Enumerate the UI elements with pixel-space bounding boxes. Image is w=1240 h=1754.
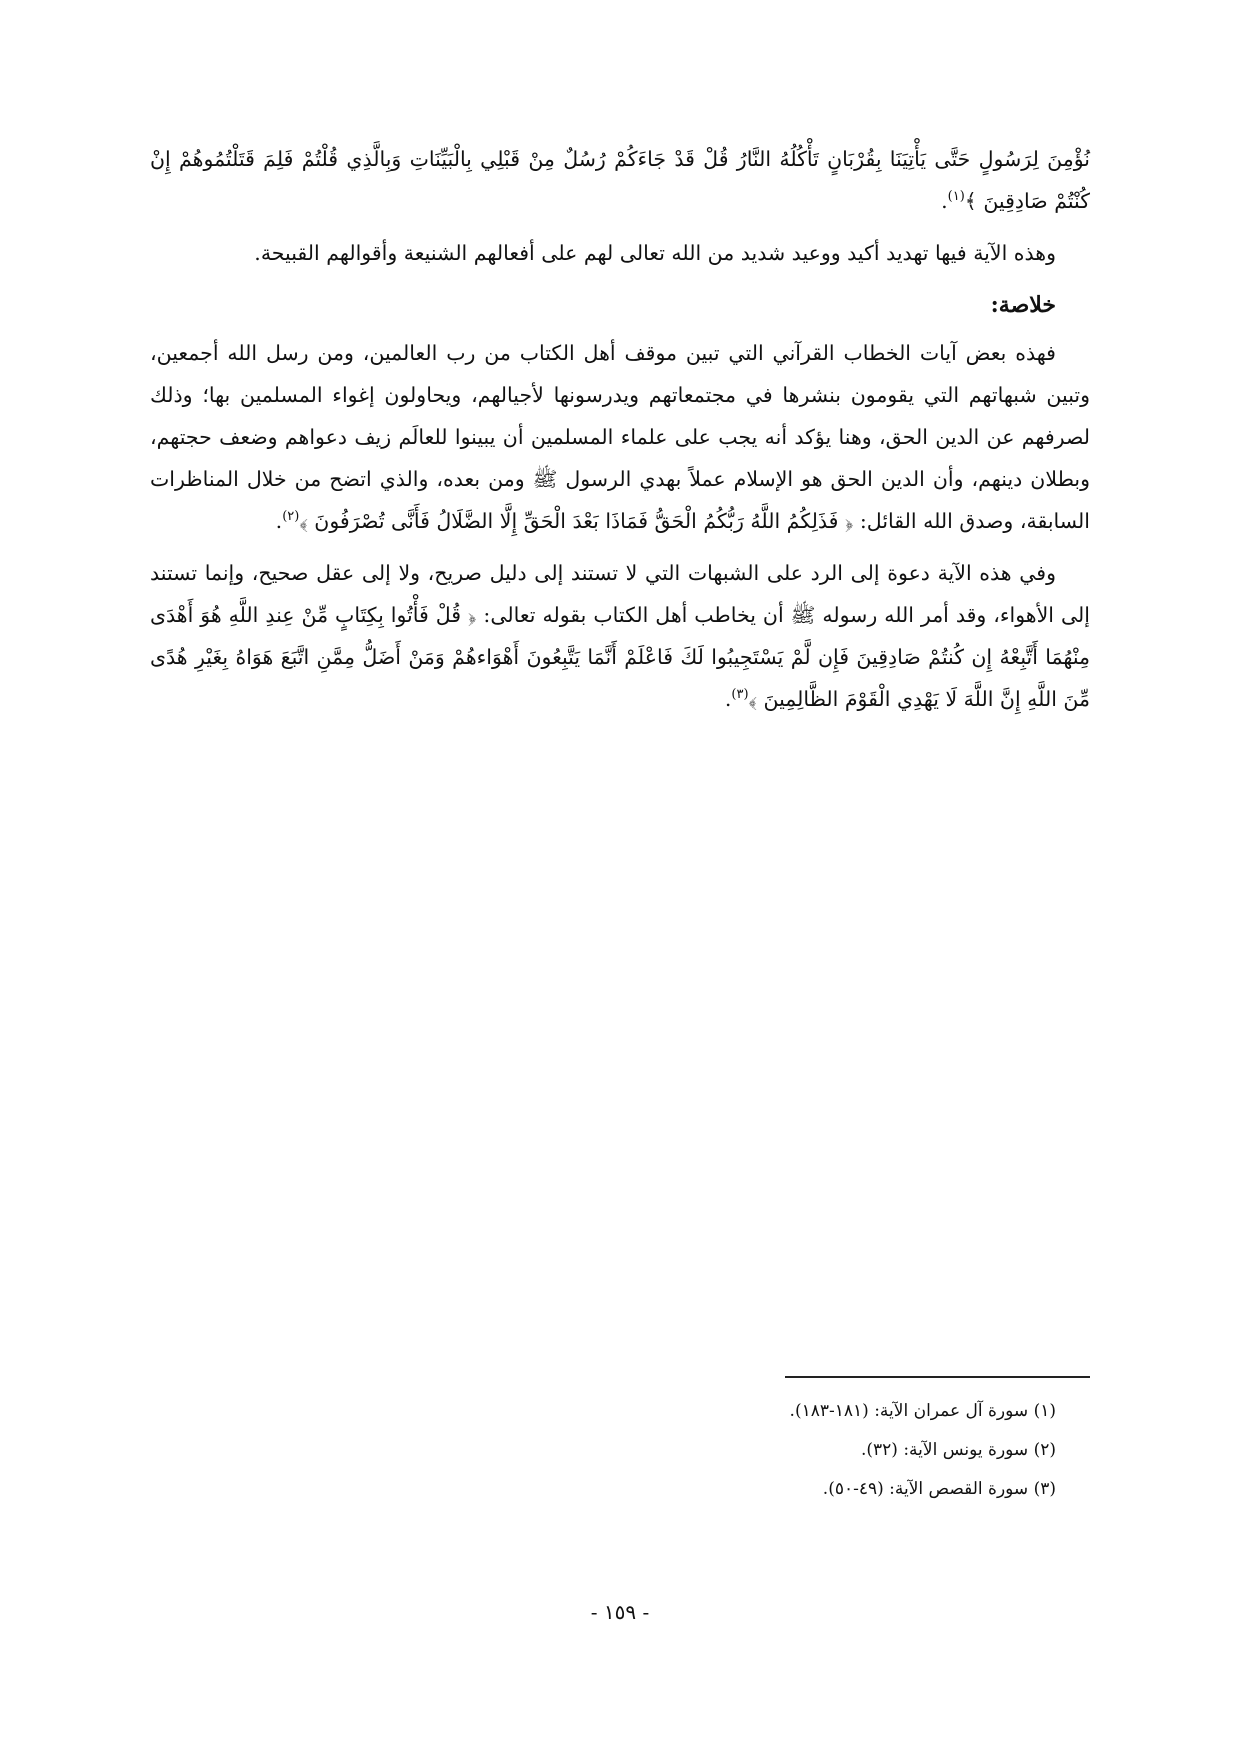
footnote-3: (٣) سورة القصص الآية: (٤٩-٥٠). [822, 1479, 1056, 1499]
sentence-end: . [275, 509, 283, 533]
sentence-end: . [941, 189, 948, 213]
sentence-end: . [724, 687, 732, 711]
footnote-ref-3: (٣) [731, 687, 749, 703]
verse-continuation-paragraph [150, 138, 1090, 222]
footnote-2: (٢) سورة يونس الآية: (٣٢). [860, 1440, 1056, 1460]
closing-text: وفي هذه الآية دعوة إلى الرد على الشبهات التي لا تستند إلى دليل صريح، ولا إلى عقل صحيح، وإنما تستند إلى الأهواء، وقد أمر الله رسوله ﷺ أن يخاطب أهل الكتاب بقوله تعالى: ﴿ قُلْ فَأْتُوا بِكِتَابٍ مِّنْ عِندِ اللَّهِ هُوَ أَهْدَى مِنْهُمَا أَتَّبِعْهُ إِن كُنتُمْ صَادِقِينَ فَإِن لَّمْ يَسْتَجِيبُوا لَكَ فَاعْلَمْ أَنَّمَا يَتَّبِعُونَ أَهْوَاءهُمْ وَمَنْ أَضَلُّ مِمَّنِ اتَّبَعَ هَوَاهُ بِغَيْرِ هُدًى مِّنَ اللَّهِ إِنَّ اللَّهَ لَا يَهْدِي الْقَوْمَ الظَّالِمِينَ ﴾ [150, 561, 1090, 711]
summary-text: فهذه بعض آيات الخطاب القرآني التي تبين موقف أهل الكتاب من رب العالمين، ومن رسل الله أجمعين، وتبين شبهاتهم التي يقومون بنشرها في مجتمعاتهم ويدرسونها لأجيالهم، ويحاولون إغواء المسلمين بها؛ وذلك لصرفهم عن الدين الحق، وهنا يؤكد أنه يجب على علماء المسلمين أن يبينوا للعالَم زيف دعواهم وضعف حجتهم، وبطلان دينهم، وأن الدين الحق هو الإسلام عملاً بهدي الرسول ﷺ ومن بعده، والذي اتضح من خلال المناظرات السابقة، وصدق الله القائل: ﴿ فَذَلِكُمُ اللَّهُ رَبُّكُمُ الْحَقُّ فَمَاذَا بَعْدَ الْحَقِّ إِلَّا الضَّلَالُ فَأَنَّى تُصْرَفُونَ ﴾ [150, 341, 1090, 533]
footnote-ref-2: (٢) [282, 509, 300, 525]
footnote-divider [785, 1376, 1090, 1378]
commentary-paragraph: وهذه الآية فيها تهديد أكيد ووعيد شديد من الله تعالى لهم على أفعالهم الشنيعة وأقوالهم القبيحة. [254, 241, 1056, 265]
main-text-block [150, 138, 1090, 730]
verse-text: نُؤْمِنَ لِرَسُولٍ حَتَّى يَأْتِيَنَا بِقُرْبَانٍ تَأْكُلُهُ النَّارُ قُلْ قَدْ جَاءَكُمْ رُسُلٌ مِنْ قَبْلِي بِالْبَيِّنَاتِ وَبِالَّذِي قُلْتُمْ فَلِمَ قَتَلْتُمُوهُمْ إِنْ كُنْتُمْ صَادِقِينَ ﴾ [150, 147, 1090, 213]
footnotes-block [600, 1392, 1056, 1509]
footnote-ref-1: (١) [947, 189, 965, 205]
footnote-1: (١) سورة آل عمران الآية: (١٨١-١٨٣). [789, 1401, 1056, 1421]
section-heading: خلاصة: [990, 292, 1056, 318]
page-number: - ١٥٩ - [590, 1600, 650, 1624]
summary-paragraph [150, 332, 1090, 542]
closing-paragraph [150, 552, 1090, 720]
